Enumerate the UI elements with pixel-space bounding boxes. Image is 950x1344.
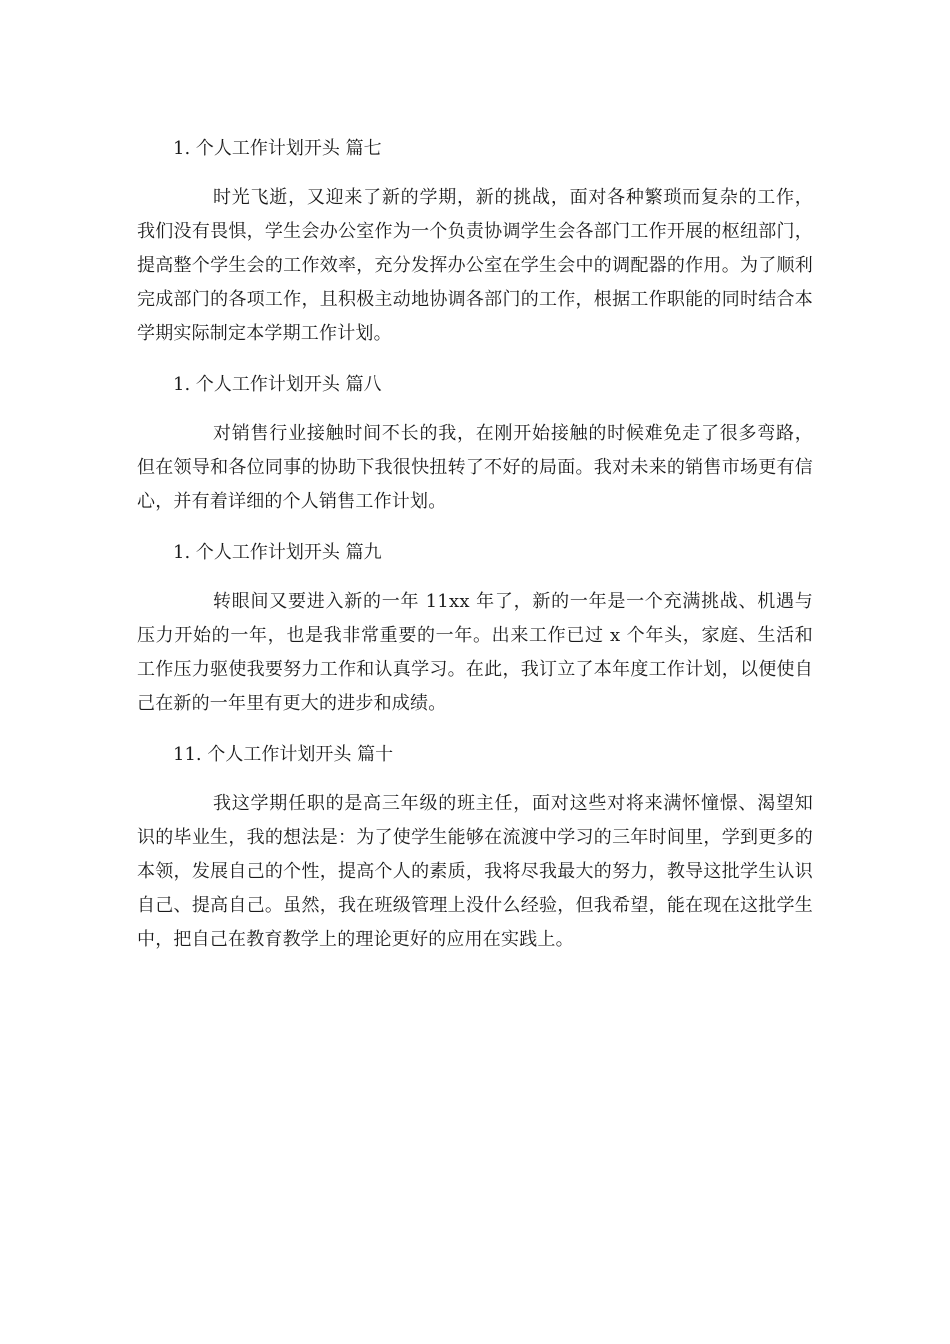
section-heading: 1. 个人工作计划开头 篇八 [173,374,382,395]
document-page [137,133,813,975]
section-paragraph: 时光飞逝，又迎来了新的学期，新的挑战，面对各种繁琐而复杂的工作，我们没有畏惧，学生会办公室作为一个负责协调学生会各部门工作开展的枢纽部门，提高整个学生会的工作效率，充分发挥办公室在学生会中的调配器的作用。为了顺利完成部门的各项工作，且积极主动地协调各部门的工作，根据工作职能的同时结合本学期实际制定本学期工作计划。 [137,187,813,344]
section-pian-shi [137,739,813,957]
section-heading: 1. 个人工作计划开头 篇七 [173,138,382,159]
section-heading: 1. 个人工作计划开头 篇九 [173,542,382,563]
section-pian-qi [137,133,813,351]
section-paragraph: 转眼间又要进入新的一年 11xx 年了，新的一年是一个充满挑战、机遇与压力开始的一年，也是我非常重要的一年。出来工作已过 x 个年头，家庭、生活和工作压力驱使我要努力工作和认真学习。在此，我订立了本年度工作计划，以便使自己在新的一年里有更大的进步和成绩。 [137,591,813,714]
section-pian-ba [137,369,813,519]
section-heading: 11. 个人工作计划开头 篇十 [173,744,394,765]
section-paragraph: 对销售行业接触时间不长的我，在刚开始接触的时候难免走了很多弯路，但在领导和各位同事的协助下我很快扭转了不好的局面。我对未来的销售市场更有信心，并有着详细的个人销售工作计划。 [137,423,813,512]
section-paragraph: 我这学期任职的是高三年级的班主任，面对这些对将来满怀憧憬、渴望知识的毕业生，我的想法是：为了使学生能够在流渡中学习的三年时间里，学到更多的本领，发展自己的个性，提高个人的素质，我将尽我最大的努力，教导这批学生认识自己、提高自己。虽然，我在班级管理上没什么经验，但我希望，能在现在这批学生中，把自己在教育教学上的理论更好的应用在实践上。 [137,793,813,950]
section-pian-jiu [137,537,813,721]
